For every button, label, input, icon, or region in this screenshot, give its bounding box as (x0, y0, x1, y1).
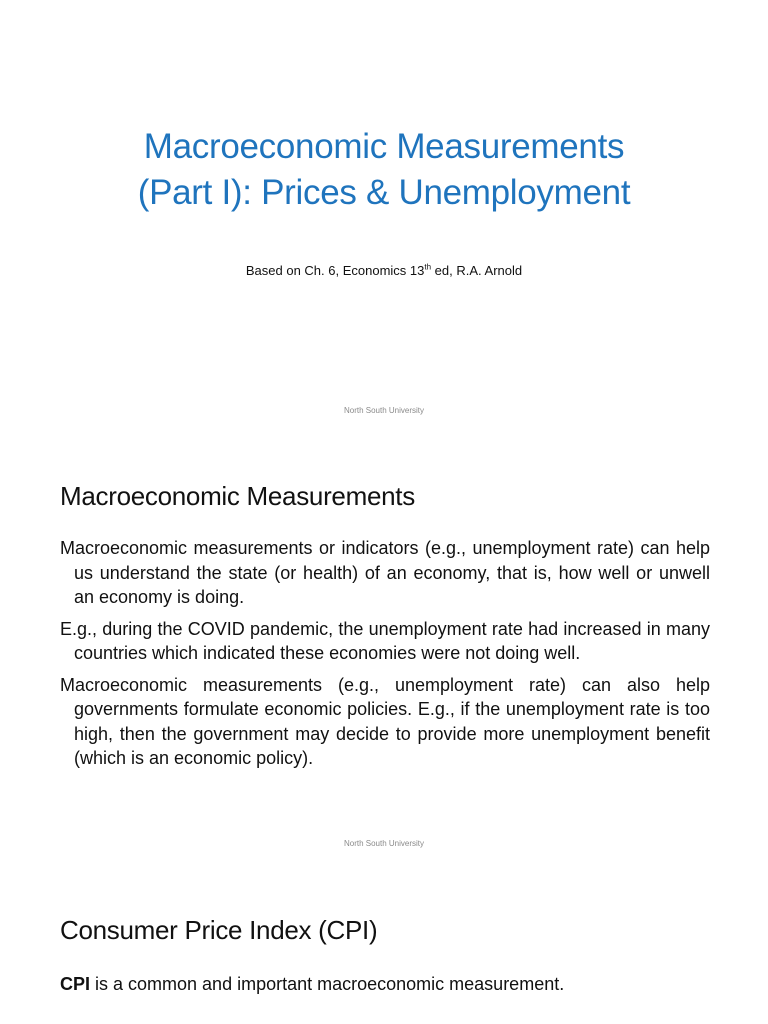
cpi-description: is a common and important macroeconomic measurement. (90, 974, 565, 994)
slide-heading: Macroeconomic Measurements (60, 481, 415, 511)
slide-heading: Consumer Price Index (CPI) (60, 915, 378, 945)
slide-macro-measurements (0, 432, 768, 864)
slide-title-heading (40, 124, 728, 216)
cpi-term: CPI (60, 974, 91, 994)
paragraph-list (60, 536, 710, 778)
subtitle-superscript: th (424, 262, 432, 272)
slide-subtitle (40, 262, 728, 280)
subtitle-prefix: Based on Ch. 6, Economics 13 (245, 263, 425, 278)
title-line-2: (Part I): Prices & Unemployment (137, 173, 631, 212)
paragraph-item: Macroeconomic measurements or indicators (e.g., unemployment rate) can help us understand the state (or health) of an economy, that is, how well or unwell an economy is doing. (60, 538, 710, 607)
slide-footer: North South University (343, 839, 425, 848)
paragraph-item: Macroeconomic measurements (e.g., unemployment rate) can also help governments formulate economic policies. E.g., if the unemployment rate is too high, then the government may decide to provide more unemployment benefit (which is an economic policy). (60, 674, 710, 768)
slide-cpi (0, 864, 768, 1024)
paragraph-item: E.g., during the COVID pandemic, the unemployment rate had increased in many countries which indicated these economies were not doing well. (60, 618, 710, 663)
cpi-intro-text (60, 972, 564, 996)
subtitle-suffix: ed, R.A. Arnold (431, 263, 523, 278)
slide-footer: North South University (343, 406, 425, 415)
slide-title (0, 0, 768, 432)
title-line-1: Macroeconomic Measurements (143, 127, 625, 166)
